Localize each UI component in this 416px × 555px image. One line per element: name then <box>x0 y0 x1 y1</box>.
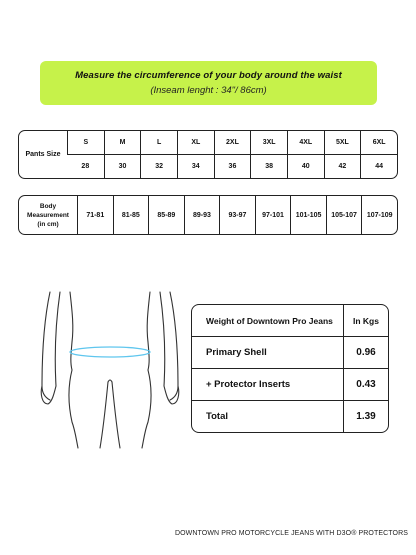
left-arm-inner <box>55 292 60 386</box>
measurement-cell: 101-105 <box>290 196 326 234</box>
size-cell: 3XL <box>250 131 287 154</box>
weight-table <box>191 304 389 433</box>
instruction-banner <box>40 61 377 105</box>
weight-row <box>192 368 388 400</box>
size-cell: 4XL <box>287 131 324 154</box>
weight-row-value: 1.39 <box>343 400 388 432</box>
torso-right-outline <box>147 292 150 370</box>
size-number-cell: 30 <box>104 154 141 178</box>
size-letter-row <box>19 131 397 154</box>
body-outline-figure <box>20 290 190 450</box>
label-line: Measurement <box>27 211 69 219</box>
label-line: (in cm) <box>37 220 59 228</box>
left-arm-outline <box>42 292 50 400</box>
right-hand <box>164 386 179 404</box>
weight-row-name: Primary Shell <box>192 336 343 368</box>
size-cell: 6XL <box>360 131 397 154</box>
torso-left-outline <box>70 292 73 370</box>
size-cell: L <box>140 131 177 154</box>
size-cell: M <box>104 131 141 154</box>
pants-size-label: Pants Size <box>25 151 61 158</box>
size-number-cell: 44 <box>360 154 397 178</box>
product-footer: DOWNTOWN PRO MOTORCYCLE JEANS WITH D3O® PROTECTORS <box>174 530 408 537</box>
weight-row-name: + Protector Inserts <box>192 368 343 400</box>
banner-instruction: Measure the circumference of your body around the waist <box>75 70 342 81</box>
banner-inseam-note: (Inseam lenght : 34"/ 86cm) <box>150 85 267 96</box>
size-number-cell: 28 <box>67 154 104 178</box>
label-line: Body <box>39 202 57 210</box>
weight-row-name: Total <box>192 400 343 432</box>
size-number-row <box>19 154 397 178</box>
weight-header-name: Weight of Downtown Pro Jeans <box>206 315 333 326</box>
waist-measurement-line <box>70 347 150 357</box>
right-arm-inner <box>160 292 165 386</box>
measurement-cell: 105-107 <box>326 196 362 234</box>
size-cell: 2XL <box>214 131 251 154</box>
weight-row <box>192 336 388 368</box>
measurement-row <box>19 196 397 234</box>
right-arm-outline <box>170 292 178 400</box>
measurement-cell: 85-89 <box>148 196 184 234</box>
weight-header-row <box>192 305 388 336</box>
weight-row <box>192 400 388 432</box>
size-number-cell: 34 <box>177 154 214 178</box>
size-number-cell: 40 <box>287 154 324 178</box>
size-cell: S <box>67 131 104 154</box>
measurement-cell: 71-81 <box>77 196 113 234</box>
weight-row-value: 0.96 <box>343 336 388 368</box>
right-leg-outline <box>142 370 151 448</box>
measurement-cell: 93-97 <box>219 196 255 234</box>
body-measurement-table <box>18 195 398 235</box>
size-number-cell: 42 <box>324 154 361 178</box>
measurement-cell: 89-93 <box>184 196 220 234</box>
size-cell: 5XL <box>324 131 361 154</box>
left-inner-leg <box>100 382 108 448</box>
size-number-cell: 36 <box>214 154 251 178</box>
measurement-cell: 97-101 <box>255 196 291 234</box>
crotch-line <box>108 380 112 382</box>
size-cell: XL <box>177 131 214 154</box>
left-leg-outline <box>69 370 78 448</box>
size-number-cell: 32 <box>140 154 177 178</box>
weight-header-unit: In Kgs <box>343 305 388 336</box>
measurement-cell: 81-85 <box>113 196 149 234</box>
body-measurement-label <box>19 196 77 234</box>
weight-row-value: 0.43 <box>343 368 388 400</box>
size-number-cell: 38 <box>250 154 287 178</box>
left-hand <box>41 386 56 404</box>
measurement-cell: 107-109 <box>361 196 397 234</box>
right-inner-leg <box>112 382 120 448</box>
pants-size-table <box>18 130 398 179</box>
